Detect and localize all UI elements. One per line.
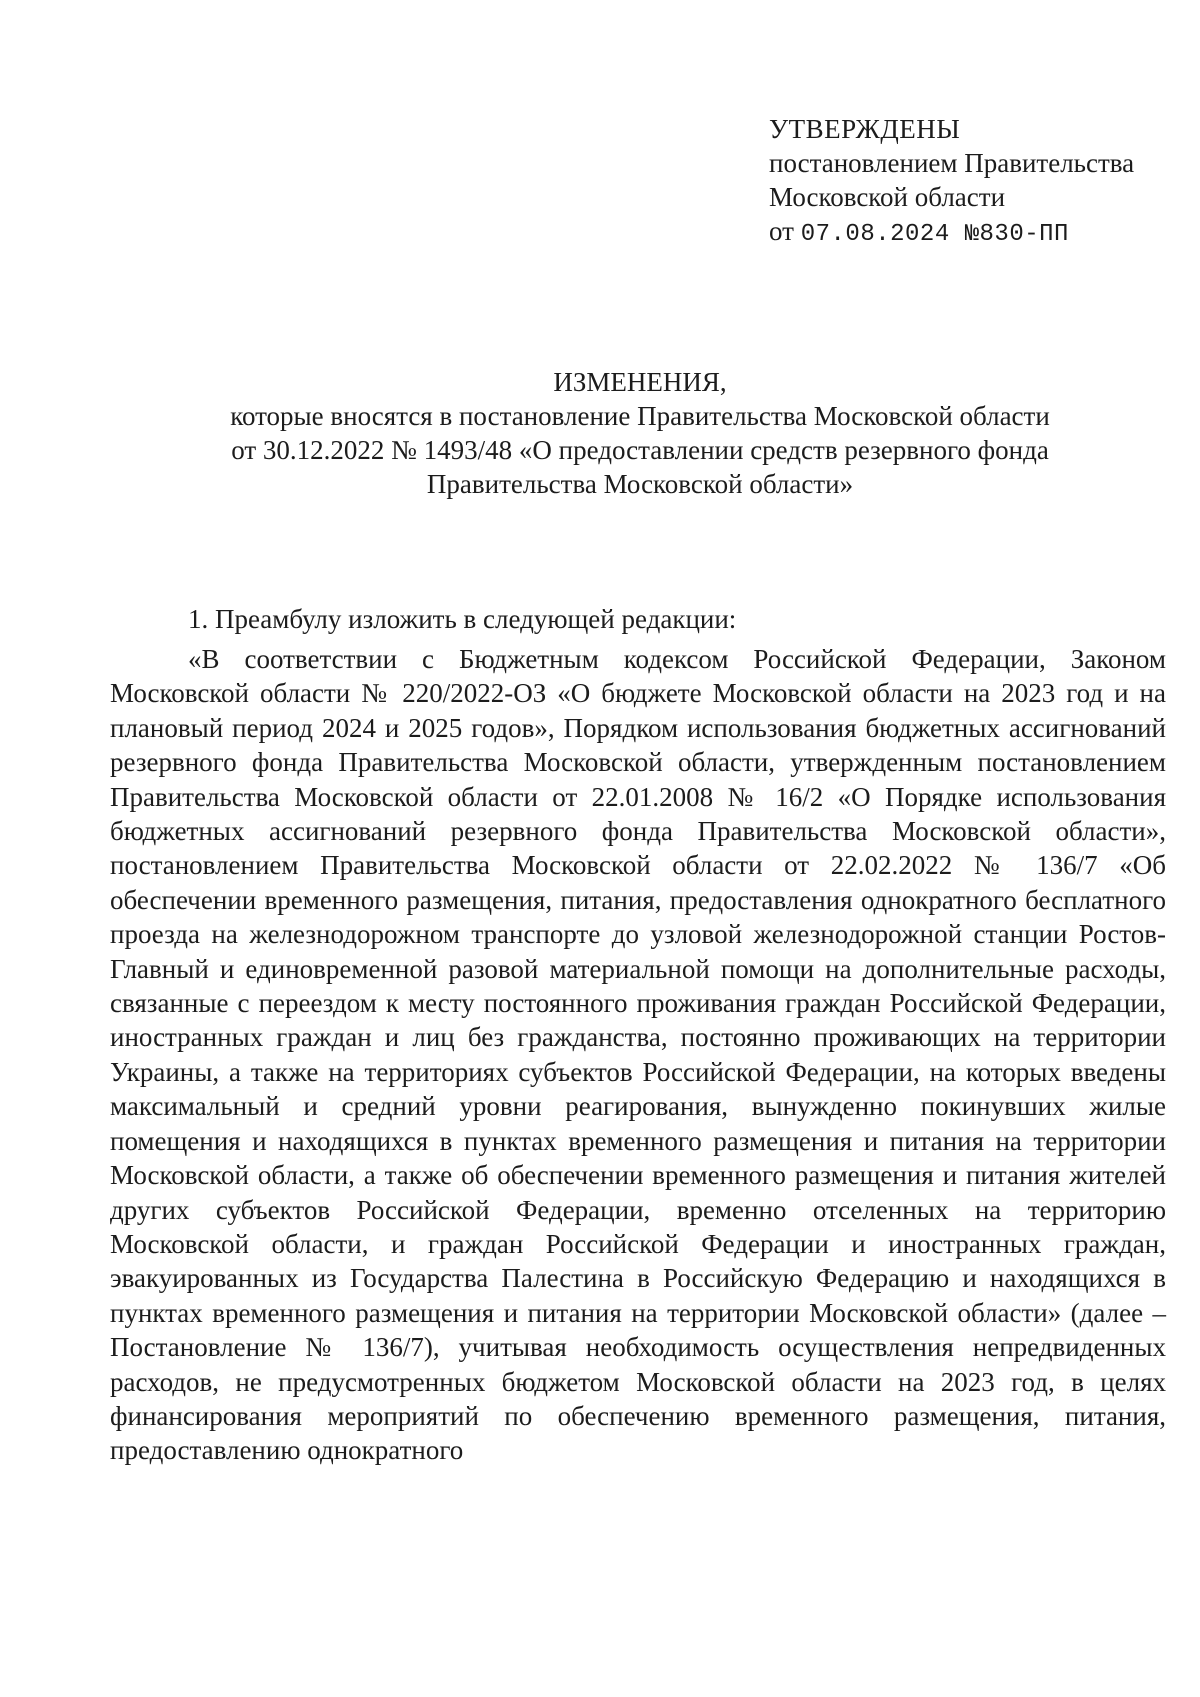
preamble-paragraph: «В соответствии с Бюджетным кодексом Российской Федерации, Законом Московской области № 220/2022-ОЗ «О бюджете Московской области на 2023 год и на плановый период 2024 и 2025 годов», Порядком использования бюджетных ассигнований резервного фонда Правительства Московской области, утвержденным постановлением Правительства Московской области от 22.01.2008 № 16/2 «О Порядке использования бюджетных ассигнований резервного фонда Правительства Московской области», постановлением Правительства Московской области от 22.02.2022 № 136/7 «Об обеспечении временного размещения, питания, предоставления однократного бесплатного проезда на железнодорожном транспорте до узловой железнодорожной станции Ростов-Главный и единовременной разовой материальной помощи на дополнительные расходы, связанные с переездом к месту постоянного проживания граждан Российской Федерации, иностранных граждан и лиц без гражданства, постоянно проживающих на территории Украины, а также на территориях субъектов Российской Федерации, на которых введены максимальный и средний уровни реагирования, вынужденно покинувших жилые помещения и находящихся в пунктах временного размещения и питания на территории Московской области, а также об обеспечении временного размещения и питания жителей других субъектов Российской Федерации, временно отселенных на территорию Московской области, и граждан Российской Федерации и иностранных граждан, эвакуированных из Государства Палестина в Российскую Федерацию и находящихся в пунктах временного размещения и питания на территории Московской области» (далее – Постановление № 136/7), учитывая необходимость осуществления непредвиденных расходов, не предусмотренных бюджетом Московской области на 2023 год, в целях финансирования мероприятий по обеспечению временного размещения, питания, предоставлению однократного — [110, 644, 1166, 1466]
document-title — [110, 365, 1170, 501]
approval-date-line — [769, 214, 1169, 252]
title-heading: ИЗМЕНЕНИЯ, — [553, 367, 727, 397]
approval-date-number: 07.08.2024 №830-ПП — [800, 221, 1069, 248]
approval-stamp — [769, 112, 1169, 252]
title-line-1: которые вносятся в постановление Правительства Московской области — [230, 401, 1050, 431]
approval-line-1: постановлением Правительства — [769, 148, 1135, 178]
title-line-3: Правительства Московской области» — [426, 469, 854, 499]
approval-prefix: от — [769, 216, 794, 246]
item-1-paragraph: 1. Преамбулу изложить в следующей редакции: — [188, 604, 737, 634]
title-line-2: от 30.12.2022 № 1493/48 «О предоставлении средств резервного фонда — [231, 435, 1049, 465]
approval-line-2: Московской области — [769, 182, 1006, 212]
approval-heading: УТВЕРЖДЕНЫ — [769, 114, 961, 144]
